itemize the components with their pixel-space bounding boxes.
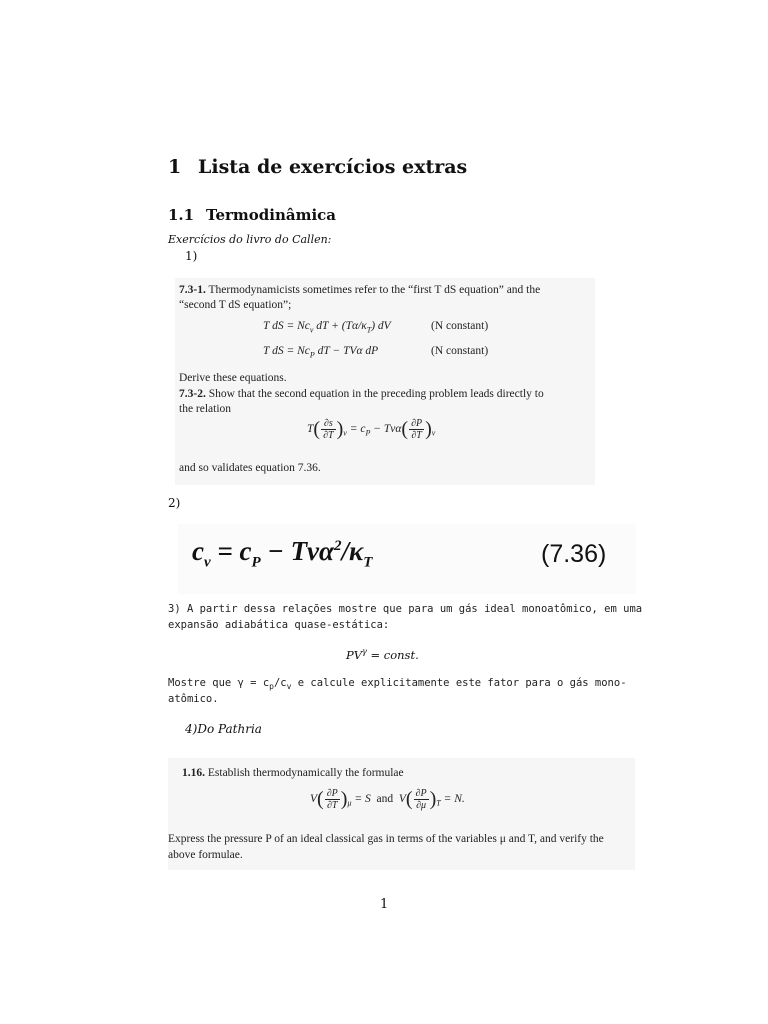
item-2-label: 2): [168, 496, 181, 510]
section-heading: [168, 156, 467, 178]
problem-731-label: 7.3-1.: [179, 284, 206, 296]
item-4-label: 4)Do Pathria: [185, 722, 262, 736]
relation-equation: T( $\frac{\partial s}{\partial T}$ )$_v = c_P - Tv\alpha$( $\frac{\partial P}{\partial T}$ )$_v$: [307, 418, 436, 441]
tds-equation-2-condition: (N constant): [431, 345, 489, 357]
problem-3-line3: Mostre que $\gamma = c_p/c_v$ e calcule explicitamente este fator para o gás mono-: [168, 677, 627, 692]
problem-732-line1: [179, 388, 544, 400]
pathria-problem-label: 1.16.: [182, 767, 205, 779]
problem-731-text-2: “second T dS equation”;: [179, 299, 292, 311]
section-number: 1: [168, 156, 182, 178]
section-title: Lista de exercícios extras: [198, 156, 468, 178]
problem-3-line3-b: /c: [273, 677, 287, 689]
problem-3-line2: expansão adiabática quase-estática:: [168, 619, 390, 631]
validates-text: and so validates equation 7.36.: [179, 462, 321, 474]
equation-736-scan: [178, 524, 636, 594]
equation-736-number: (7.36): [541, 540, 607, 568]
pathria-problem-scan: [168, 758, 635, 870]
subsection-heading: [168, 206, 336, 224]
tds-equation-2: T dS = $Nc_P$ dT − TVα dP: [263, 345, 379, 360]
problem-3-line3-c: e calcule explicitamente este fator para o gás mono-: [291, 677, 627, 689]
pathria-and: and: [376, 793, 394, 806]
adiabatic-equation-rhs: = const.: [366, 647, 419, 662]
pathria-problem-text: Establish thermodynamically the formulae: [207, 767, 404, 779]
problem-731-line1: [179, 284, 540, 296]
problem-732-text-2: the relation: [179, 403, 232, 415]
derive-text: Derive these equations.: [179, 372, 287, 384]
pathria-equals-n: = N.: [443, 793, 465, 806]
adiabatic-equation: $PV^\gamma$ = const.: [346, 647, 419, 662]
tds-equation-1-condition: (N constant): [431, 320, 489, 332]
problem-3-line3-a: Mostre que γ = c: [168, 677, 270, 689]
subsection-number: 1.1: [168, 206, 195, 224]
intro-text: Exercícios do livro do Callen:: [168, 233, 332, 246]
item-1-label: 1): [185, 249, 198, 263]
subsection-title: Termodinâmica: [206, 206, 336, 224]
problem-731-text-1: Thermodynamicists sometimes refer to the “first T dS equation” and the: [208, 284, 541, 296]
pathria-express-line1: Express the pressure P of an ideal classical gas in terms of the variables μ and T, and verify the: [168, 833, 604, 845]
equation-736: $c_v = c_P - Tv\alpha^2/\kappa_T$: [192, 536, 373, 571]
tds-equation-1: T dS = $Nc_v$ dT + $(T\alpha/\kappa_T)$ dV: [263, 320, 391, 335]
pathria-problem-line1: [182, 767, 404, 779]
adiabatic-equation-lhs: PV: [346, 647, 363, 662]
pathria-express-line2: above formulae.: [168, 849, 243, 861]
problem-3-line1: 3) A partir dessa relações mostre que para um gás ideal monoatômico, em uma: [168, 603, 643, 615]
problem-732-label: 7.3-2.: [179, 388, 206, 400]
problem-732-text-1: Show that the second equation in the preceding problem leads directly to: [208, 388, 544, 400]
pathria-equals-s: = S: [354, 793, 371, 806]
page-number: 1: [380, 897, 389, 912]
pathria-formulae: V( $\frac{\partial P}{\partial T}$ )$_\mu = S$ and V( $\frac{\partial P}{\partial\mu}$ )$_T = N$.: [310, 788, 465, 811]
callen-problems-scan: [175, 278, 595, 485]
problem-3-line4: atômico.: [168, 693, 219, 705]
